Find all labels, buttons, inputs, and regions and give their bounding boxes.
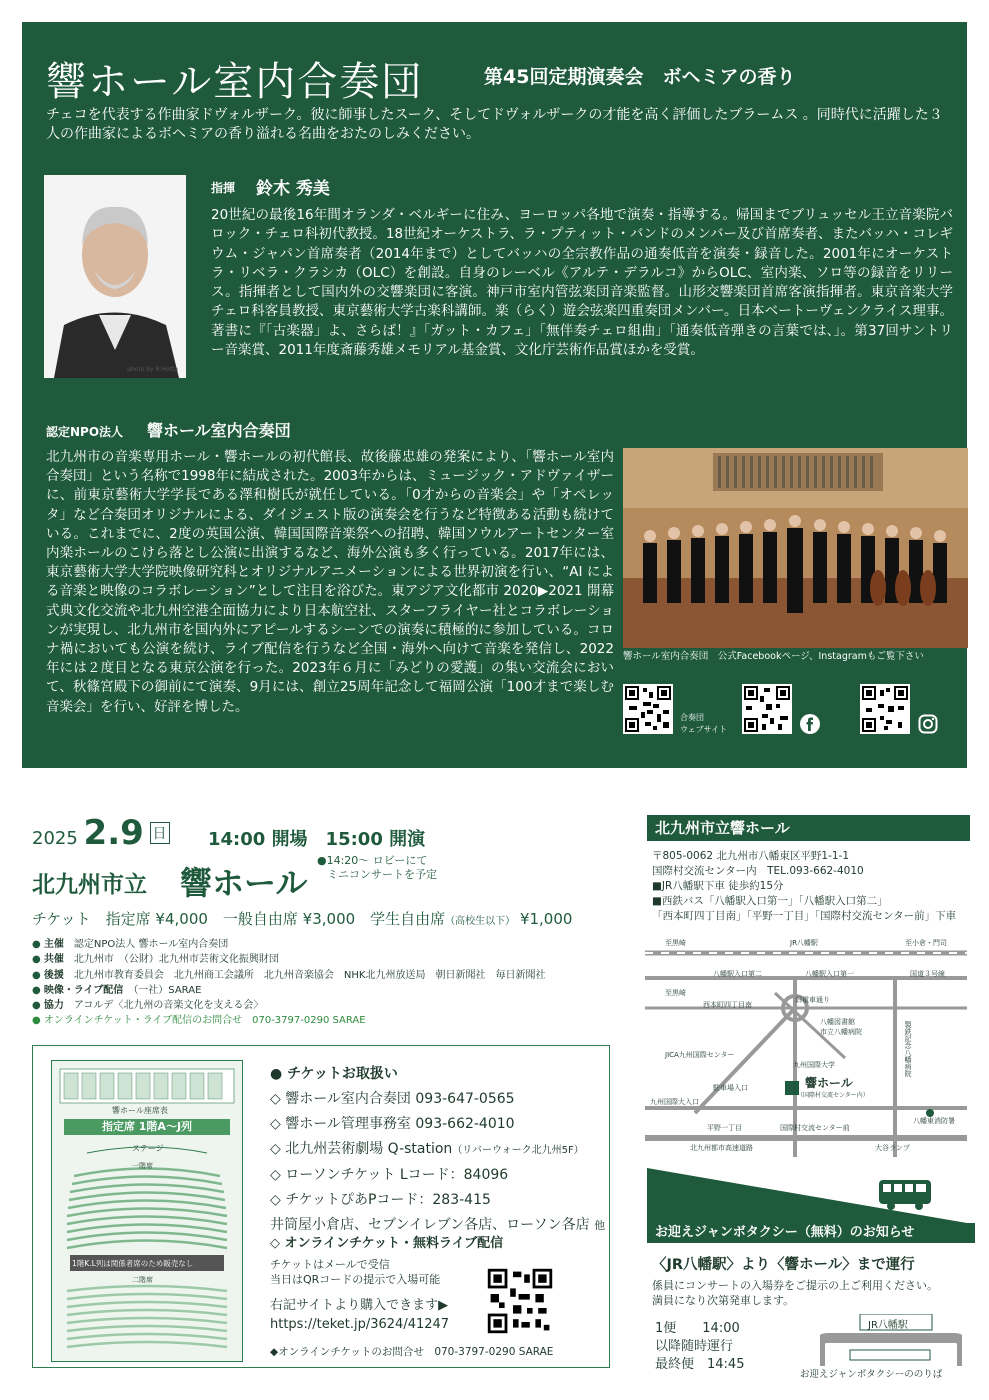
taxi-stop-diagram: [820, 1314, 962, 1366]
credit-label: 協力: [43, 1000, 64, 1012]
intro-text: チェコを代表する作曲家ドヴォルザーク。彼に師事したスーク、そしてドヴォルザークの才能を高く評価したブラームス 。同時代に活躍した３人の作曲家によるボヘミアの香り溢れる名曲をおたのしみください。: [46, 107, 943, 142]
credit-label: 後援: [43, 969, 64, 981]
seat-chart-title: 響ホール座席表: [112, 1106, 168, 1115]
credit-text: オンラインチケット・ライブ配信のお問合せ 070-3797-0290 SARAE: [43, 1015, 366, 1027]
map-ohkura: 大谷ランプ: [875, 1144, 910, 1152]
access-line-1: ■JR八幡駅下車 徒歩約15分: [652, 880, 784, 892]
event-date: [32, 813, 170, 853]
lobby-line-2: ミニコンサートを予定: [327, 868, 437, 881]
map-highway: 北九州都市高速道路: [690, 1144, 753, 1152]
venue-prefix: 北九州市立: [32, 872, 147, 898]
lobby-concert-note: [317, 854, 437, 882]
online-contact: ◆オンラインチケットのお問合せ 070-3797-0290 SARAE: [270, 1346, 554, 1358]
map-iriguchi-1: 八幡駅入口第一: [805, 970, 854, 978]
map-nishihon: 西本町四丁目南: [703, 1001, 752, 1009]
map-to-kurosaki: 至黒崎: [665, 939, 686, 947]
credit-label: 映像・ライブ配信: [43, 984, 124, 996]
photo-caption: 響ホール室内合奏団 公式Facebookページ、Instagramもご覧下さい: [623, 651, 924, 662]
sales-item: ◇ チケットぴあPコード：283-415: [270, 1192, 491, 1208]
conductor-photo: [44, 175, 186, 378]
credit-row: ● 協力 アコルデ〈北九州の音楽文化を支える会〉: [32, 1000, 264, 1012]
ticket-main: チケット 指定席 ¥4,000 一般自由席 ¥3,000 学生自由席: [32, 910, 446, 928]
conductor-bio: 20世紀の最後16年間オランダ・ベルギーに住み、ヨーロッパ各地で演奏・指導する。帰国までブリュッセル王立音楽院バロック・チェロ科初代教授。18世紀オーケストラ、ラ・プティット・バンドのメンバー及び首席奏者、またバッハ・コレギウム・ジャパン首席奏者（2014年まで）としてバッハの全宗教作品の通奏低音を演奏・録音した。2001年にオーケストラ・リベラ・クラシカ（OLC）を創設。自身のレーベル《アルテ・デラルコ》からOLC、室内楽、ソロ等の録音をリリース。指揮者として国内外の交響楽団に客演。神戸市室内管弦楽団音楽監督。山形交響楽団首席客演指揮者。東京音楽大学チェロ科客員教授、東京藝術大学古楽科講師。楽（らく）遊会弦楽四重奏団メンバー。日本ベートーヴェンクライス理事。著書に『「古楽器」よ、さらば！』「ガット・カフェ」「無伴奏チェロ組曲」「通奏低音弾きの言葉では、」。第37回サントリー音楽賞、2011年度斎藤秀雄メモリアル基金賞、文化庁芸術作品賞ほかを受賞。: [211, 207, 953, 359]
ticket-prices: [32, 908, 572, 929]
event-year: 2025: [32, 828, 78, 849]
taxi-text-1: 係員にコンサートの入場券をご提示の上ご利用ください。: [652, 1279, 938, 1292]
credit-text: 認定NPO法人 響ホール室内合奏団: [73, 939, 229, 950]
map-hibiki-hall: 響ホール: [805, 1076, 853, 1090]
ensemble-name: 響ホール室内合奏団: [147, 421, 291, 440]
map-parking: 駐車場入口: [713, 1084, 748, 1092]
photo-credit: photo by R.Hotta: [127, 366, 178, 373]
map-hirano: 平野一丁目: [707, 1124, 742, 1132]
taxi-schedule: [655, 1320, 744, 1374]
stores-tail: 他: [594, 1219, 606, 1232]
access-map: [645, 933, 967, 1157]
second-floor-label: 二階席: [132, 1276, 153, 1284]
facebook-qr-code[interactable]: [742, 684, 792, 734]
orchestra-photo: [623, 448, 968, 648]
taxi-info: [652, 1278, 938, 1308]
schedule-last: 最終便 14:45: [655, 1357, 745, 1372]
map-jr-yahata: JR八幡駅: [790, 939, 818, 947]
taxi-text-2: 満員になり次第発車します。: [652, 1294, 795, 1307]
online-line-2: 当日はQRコードの提示で入場可能: [270, 1273, 441, 1286]
credit-row: ● 後援 北九州市教育委員会 北九州商工会議所 北九州音楽協会 NHK北九州放送局 朝日新聞社 毎日新聞社: [32, 969, 546, 981]
online-info: [270, 1257, 440, 1287]
sales-item: ◇ ローソンチケット Lコード：84096: [270, 1167, 509, 1183]
online-heading: ◇ オンラインチケット・無料ライブ配信: [270, 1236, 504, 1251]
qstation-note: （リバーウォーク北九州5F）: [452, 1145, 584, 1156]
lobby-line-1: ●14:20～ ロビーにて: [317, 854, 428, 867]
taxi-stop-label: お迎えジャンボタクシーののりば: [800, 1369, 943, 1380]
map-library: 八幡図書館: [820, 1018, 855, 1026]
credit-row: ● 共催 北九州市 （公財）北九州市芸術文化振興財団: [32, 954, 279, 966]
credit-label: 主催: [43, 939, 64, 950]
sales-item: ◇ 響ホール管理事務室 093-662-4010: [270, 1116, 515, 1132]
taxi-title: お迎えジャンボタクシー（無料）のお知らせ: [647, 1223, 975, 1243]
ensemble-text: 北九州市の音楽専用ホール・響ホールの初代館長、故後藤忠雄の発案により、「響ホール室内合奏団」という名称で1998年に結成された。2003年からは、ミュージック・アドヴァイザーに、前東京藝術大学学長である澤和樹氏が就任している。「0才からの音楽会」や「オペレッタ」など合奏団オリジナルによる、ダイジェスト版の演奏会を行うなど特徴ある活動も続けている。これまでに、2度の英国公演、韓国国際音楽祭への招聘、韓国ソウルアートセンター室内楽ホールのこけら落とし公演に出演するなど、海外公演も多く行っている。2017年には、東京藝術大学大学院映像研究科とオリジナルアニメーションによる世界初演を行い、“AI による音楽と映像のコラボレーション”として注目を浴びた。東アジア文化都市 2020▶2021 開幕式典文化交流や北九州空港全面協力により日本航空社、スターフライヤー社とコラボレーションが実現し、北九州市を国内外にアピールするシーンでの演奏に積極的に参加している。コロナ禍においても公演を続け、ライブ配信を行うなど全国・海外へ向けて音楽を発信し、2022年には２度目となる東京公演を行った。2023年６月に「みどりの愛護」の集い交流会において、秋篠宮殿下の御前にて演奏、9月には、創立25周年記念して福岡公演「100才まで楽しむ音楽会」を行い、好評を博した。: [46, 449, 614, 715]
sales-heading: ● チケットお取扱い: [270, 1066, 398, 1082]
website-qr-code[interactable]: [623, 684, 673, 734]
conductor-role: 指揮: [211, 181, 236, 195]
venue-name: 響ホール: [180, 864, 308, 902]
facebook-icon[interactable]: [800, 714, 820, 734]
first-floor-label: 一階席: [132, 1162, 153, 1170]
bus-icon: [877, 1178, 937, 1212]
instagram-qr-code[interactable]: [860, 684, 910, 734]
ticket-url-link[interactable]: https://teket.jp/3624/41247: [270, 1317, 450, 1332]
sales-item: ◇ 響ホール室内合奏団 093-647-0565: [270, 1091, 515, 1107]
conductor-name: 鈴木 秀美: [256, 179, 330, 199]
credits-list: [32, 937, 545, 1029]
map-fire-station: 八幡東消防署: [913, 1117, 955, 1125]
map-kokusaimura: 国際村交流センター前: [780, 1124, 850, 1132]
map-to-kokura: 至小倉・門司: [905, 939, 947, 947]
stage-label: ステージ: [132, 1144, 164, 1153]
map-iriguchi-2: 八幡駅入口第二: [713, 970, 762, 978]
credit-row: ● オンラインチケット・ライブ配信のお問合せ 070-3797-0290 SARAE: [32, 1015, 366, 1027]
access-line-3: 「西本町四丁目南」「平野一丁目」「国際村交流センター前」下車: [652, 910, 957, 922]
map-route-3: 国道３号線: [910, 970, 945, 978]
hall-heading: 北九州市立響ホール: [647, 815, 970, 841]
ticket-sales-list: [270, 1062, 605, 1238]
reserved-seat-label: 指定席 1階A～J列: [101, 1120, 193, 1133]
kl-row-note: 1階K.L列は関係者席のため販売なし: [72, 1259, 194, 1268]
online-buy: [270, 1296, 449, 1334]
credit-text: 北九州市教育委員会 北九州商工会議所 北九州音楽協会 NHK北九州放送局 朝日新聞社 毎日新聞社: [73, 969, 546, 981]
sales-item-text: ◇ 北九州芸術劇場 Q-station: [270, 1141, 453, 1157]
stores-text: 井筒屋小倉店、セブンイレブン各店、ローソン各店: [270, 1217, 590, 1233]
address-line-2: 国際村交流センター内 TEL.093-662-4010: [652, 865, 864, 877]
ticket-student-price: ¥1,000: [515, 910, 573, 928]
station-sign: JR八幡駅: [868, 1320, 908, 1331]
tickets-box: [32, 1045, 610, 1368]
map-hospital: 市立八幡病院: [820, 1028, 862, 1036]
credit-text: （一社）SARAE: [133, 984, 202, 996]
hall-address: [652, 849, 956, 924]
ensemble-title: 響ホール室内合奏団: [46, 59, 424, 105]
ensemble-label: 認定NPO法人: [46, 425, 124, 439]
access-line-2: ■西鉄バス「八幡駅入口第一」「八幡駅入口第二」: [652, 895, 888, 907]
credit-text: 北九州市 （公財）北九州市芸術文化振興財団: [73, 954, 279, 966]
buy-text: 右記サイトより購入できます▶: [270, 1298, 449, 1313]
map-hibiki-sub: （国際村交流センター内）: [797, 1092, 869, 1099]
map-to-kurosaki-2: 至黒崎: [665, 989, 686, 997]
schedule-first: 1便 14:00: [655, 1321, 740, 1336]
credit-row: ● 映像・ライブ配信 （一社）SARAE: [32, 984, 202, 996]
sales-item: [270, 1137, 605, 1163]
top-panel: [22, 22, 967, 768]
event-weekday: 日: [150, 822, 170, 844]
ticket-qr-code[interactable]: [485, 1266, 555, 1336]
online-line-1: チケットはメールで受信: [270, 1258, 390, 1271]
instagram-icon[interactable]: [918, 714, 938, 734]
seating-chart: [51, 1060, 243, 1362]
map-steel-hospital: 製鉄記念八幡病院: [904, 1021, 912, 1077]
map-jica: JICA九州国際センター: [665, 1051, 735, 1059]
credit-row: ● 主催 認定NPO法人 響ホール室内合奏団: [32, 939, 229, 950]
ticket-student-note: （高校生以下）: [445, 916, 516, 927]
schedule-mid: 以降随時運行: [655, 1339, 734, 1354]
taxi-route: 〈JR八幡駅〉より〈響ホール〉まで運行: [652, 1257, 915, 1273]
map-old-rail: 旧電車通り: [795, 996, 830, 1004]
credit-label: 共催: [43, 954, 64, 966]
map-university: 九州国際大学: [793, 1061, 835, 1069]
event-time: 14:00 開場 15:00 開演: [208, 829, 426, 850]
map-kokusai-univ: 九州国際大入口: [650, 1098, 699, 1106]
qr-website-label: 合奏団 ウェブサイト: [680, 713, 728, 734]
credit-text: アコルデ〈北九州の音楽文化を支える会〉: [73, 1000, 264, 1012]
address-line-1: 〒805-0062 北九州市八幡東区平野1-1-1: [652, 850, 850, 862]
event-day: 2.9: [83, 813, 144, 853]
concert-subtitle: 第45回定期演奏会 ボヘミアの香り: [484, 66, 796, 88]
